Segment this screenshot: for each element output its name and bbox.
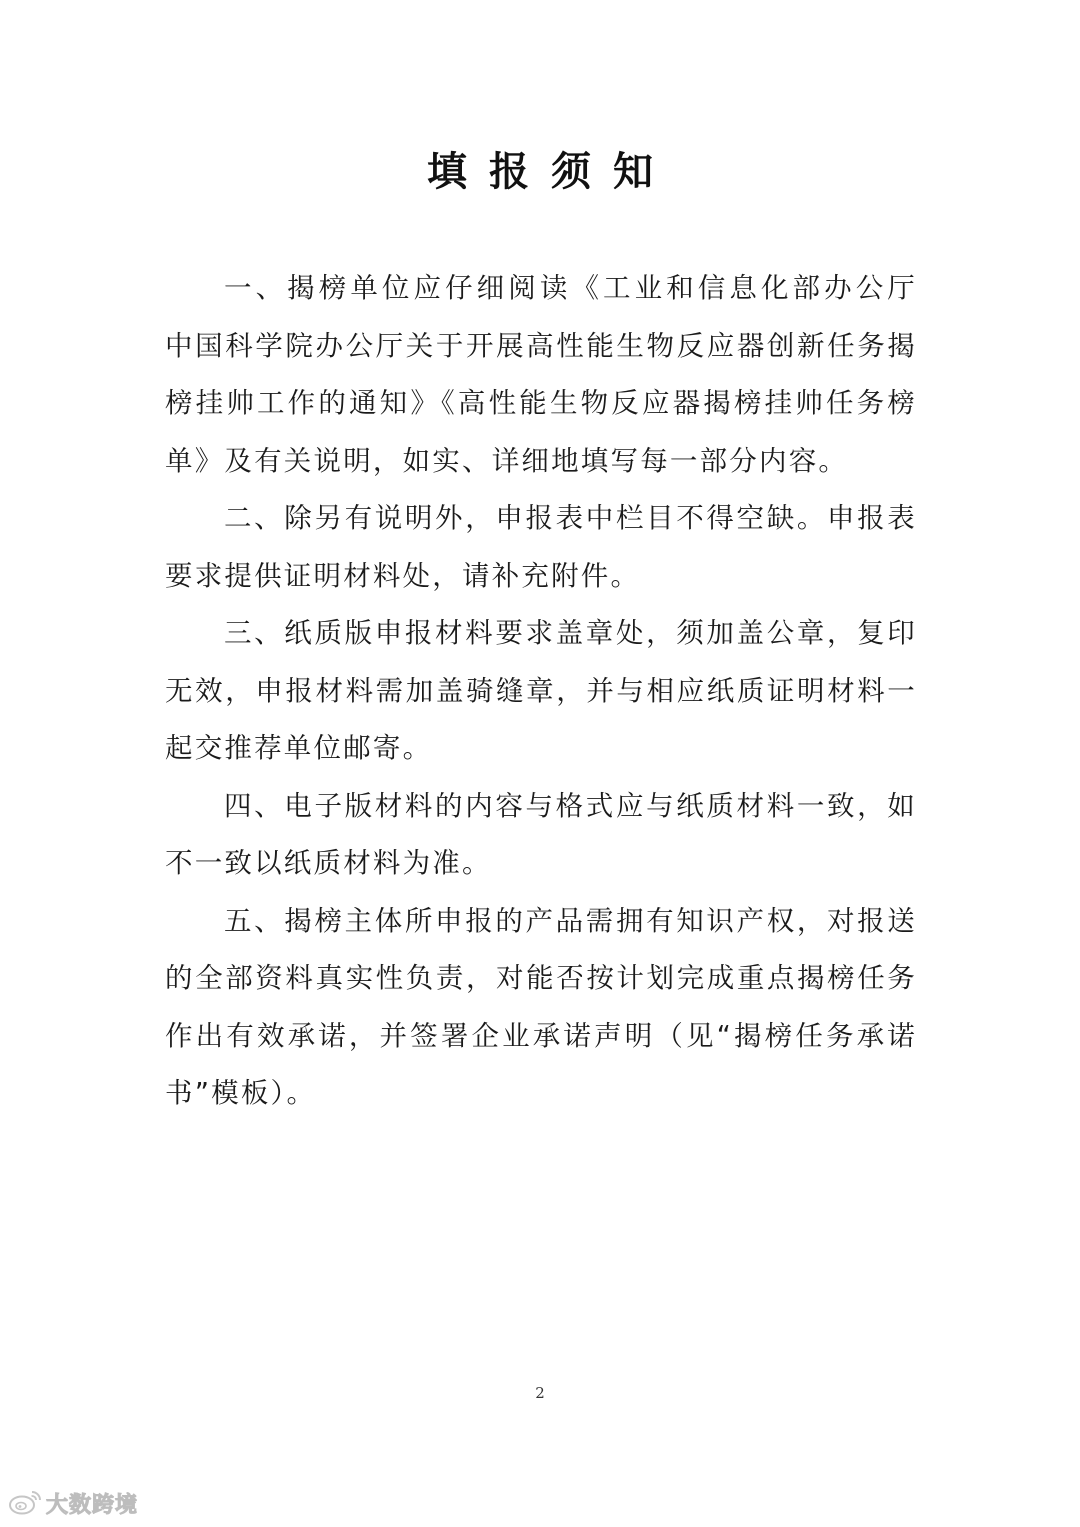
watermark-text: 大数跨境 [46, 1493, 139, 1518]
paragraph-3: 三、纸质版申报材料要求盖章处，须加盖公章，复印无效，申报材料需加盖骑缝章，并与相应纸质证明材料一起交推荐单位邮寄。 [165, 617, 917, 764]
page-title: 填报须知 [427, 149, 675, 195]
document-body [165, 260, 917, 1123]
paragraph-4: 四、电子版材料的内容与格式应与纸质材料一致，如不一致以纸质材料为准。 [165, 789, 917, 879]
paragraph-2: 二、除另有说明外，申报表中栏目不得空缺。申报表要求提供证明材料处，请补充附件。 [165, 502, 917, 592]
watermark [8, 1488, 138, 1519]
paragraph-1: 一、揭榜单位应仔细阅读《工业和信息化部办公厅 中国科学院办公厅关于开展高性能生物反应器创新任务揭榜挂帅工作的通知》《高性能生物反应器揭榜挂帅任务榜单》及有关说明，如实、详细地填写每一部分内容。 [165, 272, 917, 477]
paragraph-5: 五、揭榜主体所申报的产品需拥有知识产权，对报送的全部资料真实性负责，对能否按计划完成重点揭榜任务作出有效承诺，并签署企业承诺声明（见“揭榜任务承诺书”模板）。 [165, 904, 917, 1109]
page-number: 2 [535, 1384, 545, 1402]
weibo-logo-icon [8, 1489, 42, 1519]
